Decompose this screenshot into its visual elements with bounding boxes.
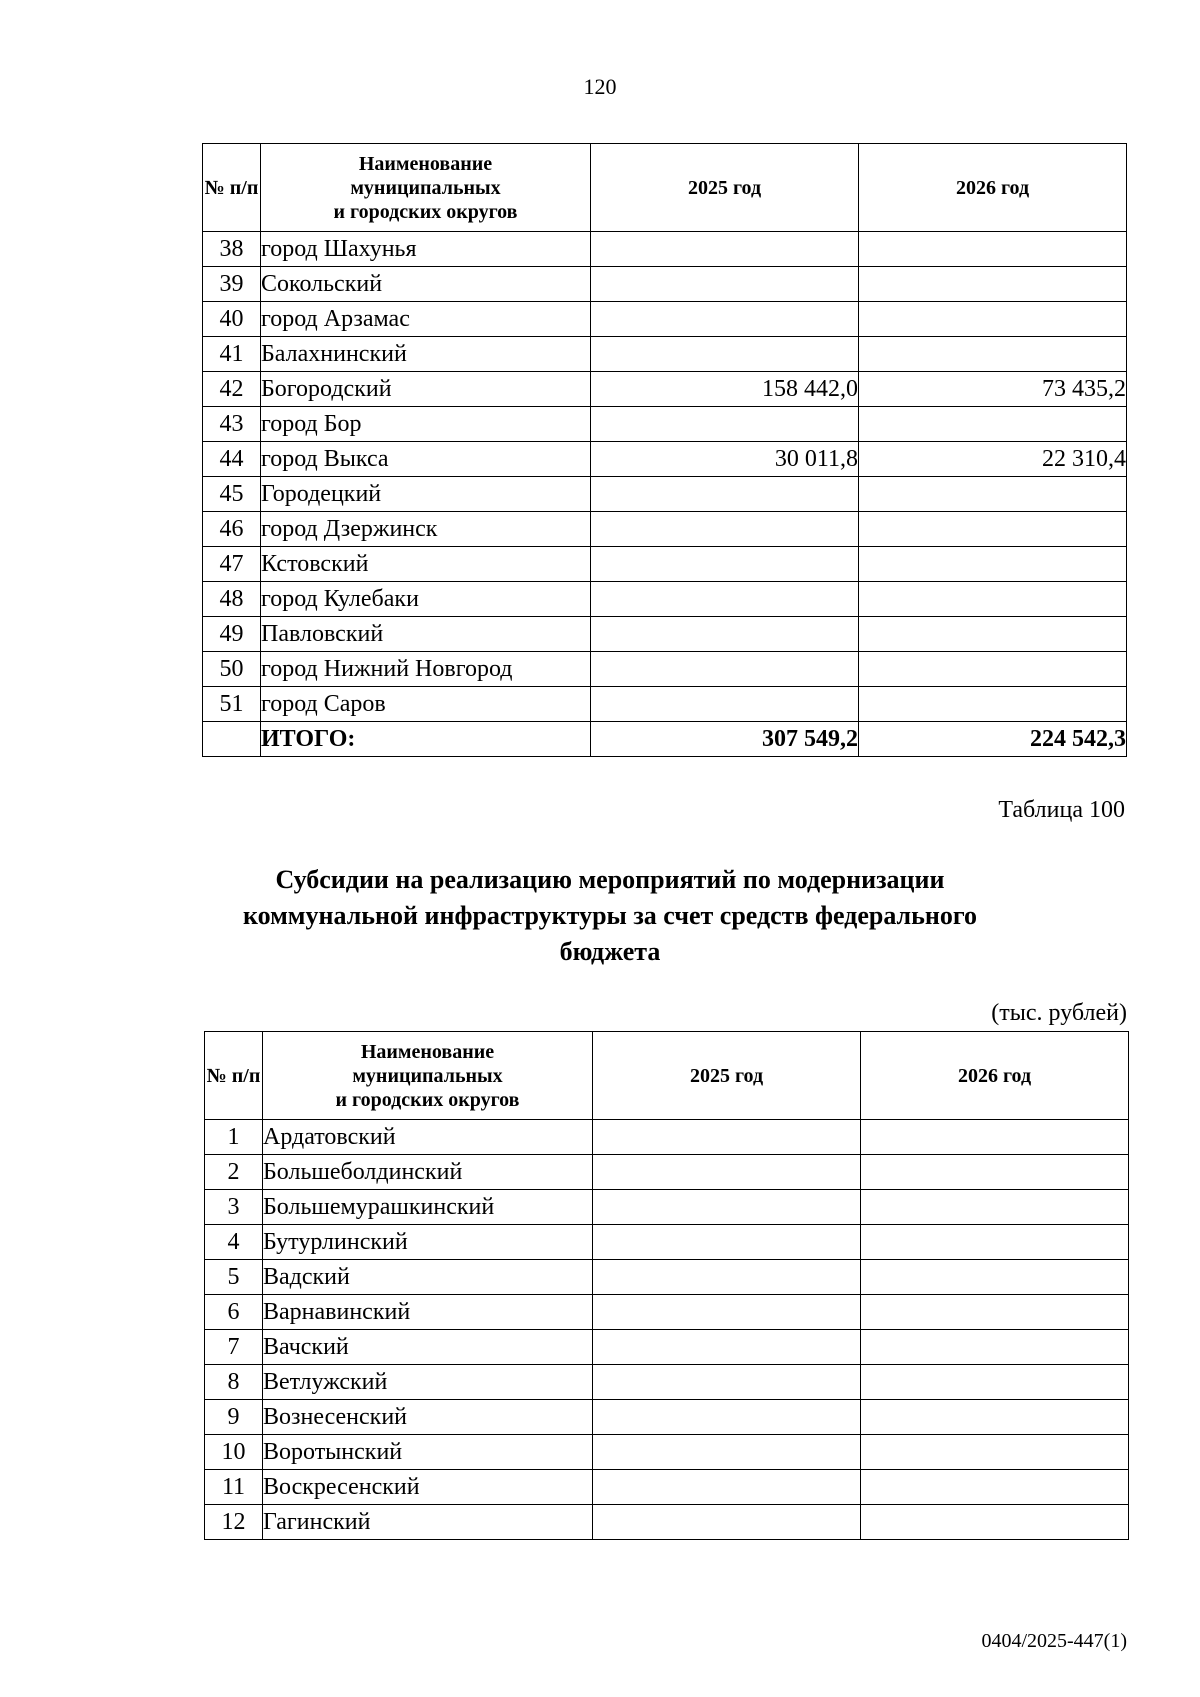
row-number: 51 — [203, 687, 261, 722]
value-2026 — [861, 1260, 1129, 1295]
row-number: 47 — [203, 547, 261, 582]
row-number: 11 — [205, 1470, 263, 1505]
header-municipality-name — [261, 144, 591, 232]
row-number: 4 — [205, 1225, 263, 1260]
value-2025 — [593, 1295, 861, 1330]
value-2025 — [591, 687, 859, 722]
total-2025: 307 549,2 — [591, 722, 859, 757]
value-2025 — [591, 477, 859, 512]
value-2026 — [861, 1120, 1129, 1155]
value-2026: 22 310,4 — [859, 442, 1127, 477]
value-2026 — [861, 1330, 1129, 1365]
page-number: 120 — [583, 74, 617, 99]
value-2026 — [861, 1505, 1129, 1540]
table-row — [203, 617, 1127, 652]
row-number: 9 — [205, 1400, 263, 1435]
value-2026 — [859, 232, 1127, 267]
municipality-name: Балахнинский — [261, 337, 591, 372]
value-2026 — [859, 617, 1127, 652]
municipality-name: город Кулебаки — [261, 582, 591, 617]
value-2026 — [859, 302, 1127, 337]
header-name-line: муниципальных — [352, 1064, 503, 1087]
value-2025 — [591, 267, 859, 302]
total-label: ИТОГО: — [261, 722, 591, 757]
municipality-name: Павловский — [261, 617, 591, 652]
value-2025 — [593, 1435, 861, 1470]
municipality-name: Воскресенский — [263, 1470, 593, 1505]
table-row — [203, 652, 1127, 687]
header-year-2025: 2025 год — [591, 144, 859, 232]
table-row — [203, 372, 1127, 407]
value-2025 — [593, 1190, 861, 1225]
header-name-line: Наименование — [358, 152, 493, 175]
table-row — [205, 1505, 1129, 1540]
row-number: 6 — [205, 1295, 263, 1330]
municipality-name: город Бор — [261, 407, 591, 442]
table-title-line: Субсидии на реализацию мероприятий по модернизации — [275, 865, 945, 894]
table-row — [205, 1400, 1129, 1435]
value-2025 — [593, 1470, 861, 1505]
value-2025 — [591, 547, 859, 582]
table-row — [205, 1295, 1129, 1330]
table-row — [205, 1120, 1129, 1155]
municipality-name: Гагинский — [263, 1505, 593, 1540]
municipality-name: Вадский — [263, 1260, 593, 1295]
subsidies-table-continued — [202, 143, 1127, 757]
row-number: 44 — [203, 442, 261, 477]
table-title — [160, 862, 1060, 970]
table-row — [203, 337, 1127, 372]
header-name-line: Наименование — [360, 1040, 495, 1063]
municipality-name: Воротынский — [263, 1435, 593, 1470]
table-row — [205, 1330, 1129, 1365]
value-2025 — [591, 582, 859, 617]
row-number: 5 — [205, 1260, 263, 1295]
header-number: № п/п — [203, 144, 261, 232]
value-2026 — [861, 1435, 1129, 1470]
header-year-2025: 2025 год — [593, 1032, 861, 1120]
row-number: 45 — [203, 477, 261, 512]
value-2025 — [593, 1330, 861, 1365]
value-2025 — [593, 1400, 861, 1435]
row-number: 10 — [205, 1435, 263, 1470]
table-row — [203, 407, 1127, 442]
units-label: (тыс. рублей) — [991, 1000, 1127, 1026]
table-row — [203, 232, 1127, 267]
value-2025 — [593, 1120, 861, 1155]
table-row — [205, 1190, 1129, 1225]
municipality-name: город Выкса — [261, 442, 591, 477]
total-2026: 224 542,3 — [859, 722, 1127, 757]
value-2025 — [591, 232, 859, 267]
value-2025 — [591, 337, 859, 372]
municipality-name: Варнавинский — [263, 1295, 593, 1330]
header-year-2026: 2026 год — [861, 1032, 1129, 1120]
table-row — [203, 582, 1127, 617]
header-municipality-name — [263, 1032, 593, 1120]
municipality-name: город Шахунья — [261, 232, 591, 267]
value-2026: 73 435,2 — [859, 372, 1127, 407]
municipality-name: Вознесенский — [263, 1400, 593, 1435]
municipality-name: Ветлужский — [263, 1365, 593, 1400]
value-2025 — [591, 407, 859, 442]
value-2025 — [591, 512, 859, 547]
value-2026 — [859, 582, 1127, 617]
header-number: № п/п — [205, 1032, 263, 1120]
table-header-row — [205, 1032, 1129, 1120]
table-row — [205, 1365, 1129, 1400]
municipality-name: Вачский — [263, 1330, 593, 1365]
subsidies-table-federal — [204, 1031, 1129, 1540]
table-title-line: бюджета — [559, 937, 661, 966]
municipality-name: город Саров — [261, 687, 591, 722]
row-number: 48 — [203, 582, 261, 617]
municipality-name: Кстовский — [261, 547, 591, 582]
value-2026 — [859, 512, 1127, 547]
value-2026 — [859, 477, 1127, 512]
municipality-name: город Арзамас — [261, 302, 591, 337]
row-number: 40 — [203, 302, 261, 337]
header-name-line: и городских округов — [335, 1088, 520, 1111]
municipality-name: Большеболдинский — [263, 1155, 593, 1190]
value-2026 — [861, 1155, 1129, 1190]
value-2025: 30 011,8 — [591, 442, 859, 477]
value-2026 — [861, 1225, 1129, 1260]
row-number: 7 — [205, 1330, 263, 1365]
municipality-name: Ардатовский — [263, 1120, 593, 1155]
row-number: 46 — [203, 512, 261, 547]
table-header-row — [203, 144, 1127, 232]
value-2026 — [861, 1470, 1129, 1505]
table-row — [205, 1470, 1129, 1505]
value-2026 — [861, 1190, 1129, 1225]
value-2025 — [593, 1365, 861, 1400]
value-2025 — [593, 1505, 861, 1540]
table-row — [203, 302, 1127, 337]
municipality-name: город Нижний Новгород — [261, 652, 591, 687]
row-number: 43 — [203, 407, 261, 442]
municipality-name: Городецкий — [261, 477, 591, 512]
table-row — [203, 442, 1127, 477]
row-number: 41 — [203, 337, 261, 372]
table-row — [203, 512, 1127, 547]
row-number: 3 — [205, 1190, 263, 1225]
row-number: 1 — [205, 1120, 263, 1155]
value-2025: 158 442,0 — [591, 372, 859, 407]
table-row — [205, 1260, 1129, 1295]
table-title-line: коммунальной инфраструктуры за счет средств федерального — [242, 901, 978, 930]
value-2026 — [861, 1400, 1129, 1435]
header-name-line: муниципальных — [350, 176, 501, 199]
table-row — [205, 1225, 1129, 1260]
row-number: 39 — [203, 267, 261, 302]
total-row — [203, 722, 1127, 757]
row-number: 12 — [205, 1505, 263, 1540]
municipality-name: Большемурашкинский — [263, 1190, 593, 1225]
value-2025 — [593, 1225, 861, 1260]
row-number: 50 — [203, 652, 261, 687]
value-2026 — [859, 687, 1127, 722]
value-2026 — [861, 1295, 1129, 1330]
table-row — [203, 477, 1127, 512]
table-row — [203, 267, 1127, 302]
value-2025 — [593, 1155, 861, 1190]
municipality-name: город Дзержинск — [261, 512, 591, 547]
total-number-cell — [203, 722, 261, 757]
value-2026 — [861, 1365, 1129, 1400]
value-2026 — [859, 407, 1127, 442]
municipality-name: Сокольский — [261, 267, 591, 302]
municipality-name: Бутурлинский — [263, 1225, 593, 1260]
table-row — [205, 1435, 1129, 1470]
row-number: 8 — [205, 1365, 263, 1400]
table-row — [203, 687, 1127, 722]
row-number: 42 — [203, 372, 261, 407]
table-row — [205, 1155, 1129, 1190]
municipality-name: Богородский — [261, 372, 591, 407]
value-2025 — [591, 302, 859, 337]
row-number: 49 — [203, 617, 261, 652]
header-year-2026: 2026 год — [859, 144, 1127, 232]
value-2026 — [859, 547, 1127, 582]
value-2026 — [859, 267, 1127, 302]
document-code: 0404/2025-447(1) — [981, 1630, 1127, 1652]
value-2025 — [591, 652, 859, 687]
value-2025 — [593, 1260, 861, 1295]
row-number: 2 — [205, 1155, 263, 1190]
table-row — [203, 547, 1127, 582]
value-2026 — [859, 652, 1127, 687]
value-2026 — [859, 337, 1127, 372]
row-number: 38 — [203, 232, 261, 267]
header-name-line: и городских округов — [333, 200, 518, 223]
table-label: Таблица 100 — [998, 797, 1125, 823]
value-2025 — [591, 617, 859, 652]
